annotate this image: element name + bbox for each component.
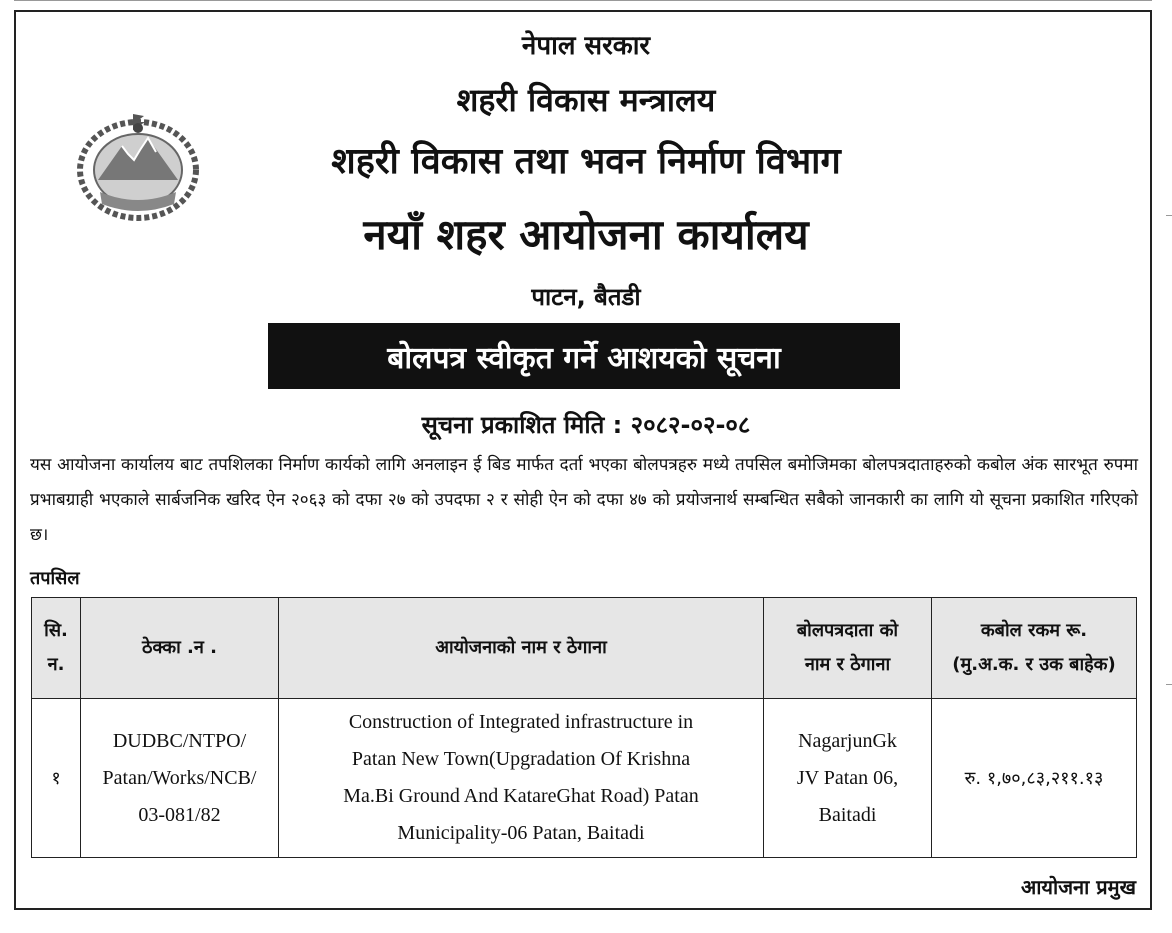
office-name: नयाँ शहर आयोजना कार्यालय	[363, 210, 809, 259]
col-header-project	[279, 598, 764, 699]
header-project-text: आयोजनाको नाम र ठेगाना	[435, 637, 607, 658]
schedule-label: तपसिल	[30, 568, 80, 589]
notice-body: यस आयोजना कार्यालय बाट तपशिलका निर्माण कार्यको लागि अनलाइन ई बिड मार्फत दर्ता भएका बोलपत्रहरु मध्ये तपसिल बमोजिमका बोलपत्रदाताहरुको कबोल अंक सारभूत रुपमा प्रभाबग्राही भएकाले सार्बजनिक खरिद ऐन २०६३ को दफा २७ को उपदफा २ र सोही ऐन को दफा ४७ को प्रयोजनार्थ सम्बन्धित सबैको जानकारी का लागि यो सूचना प्रकाशित गरिएको छ।	[30, 455, 1138, 545]
table-row	[32, 699, 1137, 858]
notice-title: बोलपत्र स्वीकृत गर्ने आशयको सूचना	[387, 340, 781, 376]
publication-date: सूचना प्रकाशित मिति : २०८२-०२-०८	[421, 411, 751, 439]
table-header-row	[32, 598, 1137, 699]
cell-contract-no: DUDBC/NTPO/ Patan/Works/NCB/ 03-081/82	[81, 699, 279, 858]
col-header-amount	[932, 598, 1137, 699]
office-location: पाटन, बैतडी	[531, 283, 641, 311]
cell-amount: रु. १,७०,८३,२११.१३	[932, 699, 1137, 858]
col-header-bidder	[764, 598, 932, 699]
notice-title-banner	[268, 323, 900, 389]
header-bidder-text: बोलपत्रदाता को नाम र ठेगाना	[796, 620, 899, 675]
header-amount-text: कबोल रकम रू. (मु.अ.क. र उक बाहेक)	[952, 620, 1116, 675]
col-header-contract	[81, 598, 279, 699]
cell-sn: १	[32, 699, 81, 858]
side-mark	[1166, 684, 1172, 685]
top-rule	[14, 0, 1152, 5]
signatory: आयोजना प्रमुख	[1020, 875, 1136, 899]
bid-table	[31, 597, 1137, 858]
header-sn-text: सि. न.	[44, 620, 68, 675]
cell-bidder: NagarjunGk JV Patan 06, Baitadi	[764, 699, 932, 858]
header-contract-text: ठेक्का .न .	[142, 637, 217, 658]
cell-project: Construction of Integrated infrastructure in Patan New Town(Upgradation Of Krishna Ma.Bi Ground And KatareGhat Road) Patan Municipality-06 Patan, Baitadi	[279, 699, 764, 858]
department-name: शहरी विकास तथा भवन निर्माण विभाग	[331, 141, 841, 182]
ministry-name: शहरी विकास मन्त्रालय	[456, 81, 716, 119]
government-name: नेपाल सरकार	[521, 31, 651, 61]
col-header-sn	[32, 598, 81, 699]
